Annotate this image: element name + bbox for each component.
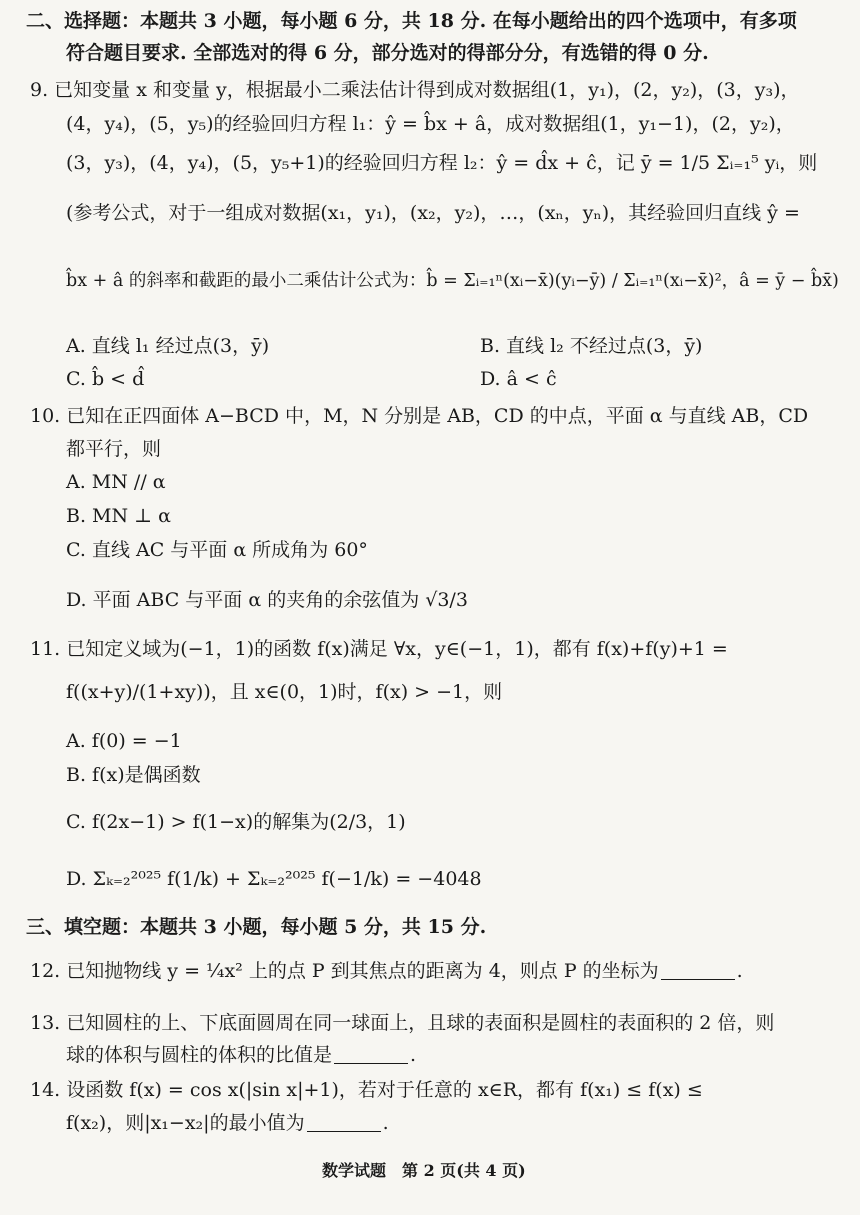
section2-header-line2: 符合题目要求. 全部选对的得 6 分，部分选对的得部分分，有选错的得 0 分.: [66, 42, 709, 64]
q9-option-a: A. 直线 l₁ 经过点(3，ȳ): [66, 335, 270, 357]
q9-option-d: D. â < ĉ: [480, 368, 557, 390]
q14-period: .: [382, 1112, 389, 1134]
q12-text: 12. 已知抛物线 y = ¼x² 上的点 P 到其焦点的距离为 4，则点 P 的坐标为: [30, 960, 659, 982]
q9-option-b: B. 直线 l₂ 不经过点(3，ȳ): [480, 335, 703, 357]
q11-line2: f((x+y)/(1+xy))，且 x∈(0，1)时，f(x) > −1，则: [66, 681, 503, 703]
q10-line1: 10. 已知在正四面体 A−BCD 中，M，N 分别是 AB，CD 的中点，平面 α 与直线 AB，CD: [30, 405, 809, 427]
q12-line1: [30, 958, 743, 984]
q13-answer-blank[interactable]: [334, 1045, 408, 1064]
q13-line1: 13. 已知圆柱的上、下底面圆周在同一球面上，且球的表面积是圆柱的表面积的 2 倍，则: [30, 1012, 775, 1034]
q10-option-b: B. MN ⊥ α: [66, 505, 171, 527]
q13-period: .: [410, 1044, 417, 1066]
section3-header: 三、填空题：本题共 3 小题，每小题 5 分，共 15 分.: [26, 916, 487, 938]
q10-option-d: D. 平面 ABC 与平面 α 的夹角的余弦值为 √3/3: [66, 589, 468, 611]
q12-answer-blank[interactable]: [661, 961, 735, 980]
q11-option-a: A. f(0) = −1: [66, 730, 182, 752]
q14-line1: 14. 设函数 f(x) = cos x(|sin x|+1)，若对于任意的 x∈R，都有 f(x₁) ≤ f(x) ≤: [30, 1079, 703, 1101]
q11-option-b: B. f(x)是偶函数: [66, 764, 201, 786]
page-footer: 数学试题 第 2 页(共 4 页): [322, 1161, 526, 1180]
q13-text: 球的体积与圆柱的体积的比值是: [66, 1044, 333, 1066]
q11-option-d: D. Σₖ₌₂²⁰²⁵ f(1/k) + Σₖ₌₂²⁰²⁵ f(−1/k) = −4048: [66, 868, 482, 890]
q9-option-c: C. b̂ < d̂: [66, 368, 145, 390]
q9-line5: b̂x + â 的斜率和截距的最小二乘估计公式为：b̂ = Σᵢ₌₁ⁿ(xᵢ−x̄)(yᵢ−ȳ) / Σᵢ₌₁ⁿ(xᵢ−x̄)²，â = ȳ − b̂x̄): [66, 271, 839, 291]
q9-line1: 9. 已知变量 x 和变量 y，根据最小二乘法估计得到成对数据组(1，y₁)，(2，y₂)，(3，y₃)，: [30, 79, 800, 101]
q14-answer-blank[interactable]: [307, 1113, 381, 1132]
q14-text: f(x₂)，则|x₁−x₂|的最小值为: [66, 1112, 305, 1134]
q9-line2: (4，y₄)，(5，y₅)的经验回归方程 l₁：ŷ = b̂x + â，成对数据组(1，y₁−1)，(2，y₂)，: [66, 113, 795, 135]
q14-line2: [66, 1110, 389, 1136]
q10-option-a: A. MN // α: [66, 471, 166, 493]
q11-line1: 11. 已知定义域为(−1，1)的函数 f(x)满足 ∀x，y∈(−1，1)，都有 f(x)+f(y)+1 =: [30, 638, 728, 660]
q10-option-c: C. 直线 AC 与平面 α 所成角为 60°: [66, 539, 368, 561]
q9-line4: (参考公式，对于一组成对数据(x₁，y₁)，(x₂，y₂)，…，(xₙ，yₙ)，其经验回归直线 ŷ =: [66, 202, 800, 224]
q12-period: .: [736, 960, 743, 982]
q13-line2: [66, 1042, 416, 1068]
q11-option-c: C. f(2x−1) > f(1−x)的解集为(2/3，1): [66, 811, 406, 833]
q9-line3: (3，y₃)，(4，y₄)，(5，y₅+1)的经验回归方程 l₂：ŷ = d̂x + ĉ，记 ȳ = 1/5 Σᵢ₌₁⁵ yᵢ，则: [66, 152, 818, 174]
q10-line2: 都平行，则: [66, 438, 162, 460]
section2-header-line1: 二、选择题：本题共 3 小题，每小题 6 分，共 18 分. 在每小题给出的四个选项中，有多项: [26, 10, 797, 32]
